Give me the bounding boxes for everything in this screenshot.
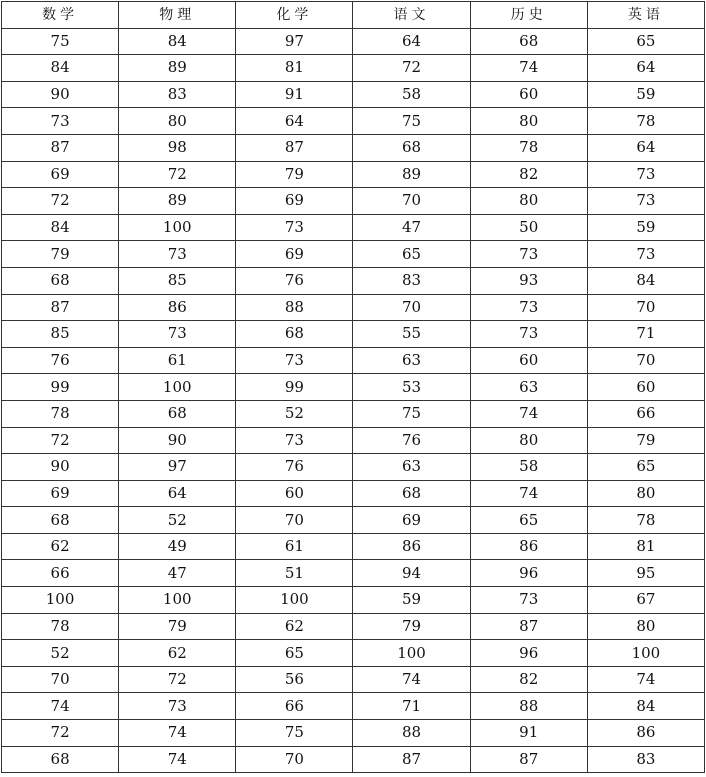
table-row <box>2 108 705 135</box>
table-cell: 68 <box>2 746 119 773</box>
table-cell: 97 <box>236 28 353 55</box>
table-cell: 84 <box>119 28 236 55</box>
table-cell: 98 <box>119 134 236 161</box>
table-row <box>2 640 705 667</box>
table-cell: 49 <box>119 533 236 560</box>
table-cell: 85 <box>119 267 236 294</box>
table-cell: 65 <box>353 241 470 268</box>
table-header <box>2 2 705 29</box>
table-cell: 63 <box>353 454 470 481</box>
table-cell: 76 <box>2 347 119 374</box>
table-cell: 69 <box>2 480 119 507</box>
table-cell: 83 <box>587 746 704 773</box>
table-cell: 73 <box>119 241 236 268</box>
table-cell: 70 <box>587 294 704 321</box>
table-cell: 74 <box>2 693 119 720</box>
table-cell: 95 <box>587 560 704 587</box>
table-cell: 52 <box>2 640 119 667</box>
table-cell: 78 <box>2 613 119 640</box>
table-cell: 82 <box>470 161 587 188</box>
table-cell: 55 <box>353 321 470 348</box>
table-cell: 69 <box>2 161 119 188</box>
table-cell: 59 <box>587 214 704 241</box>
table-cell: 64 <box>236 108 353 135</box>
table-row <box>2 693 705 720</box>
table-row <box>2 28 705 55</box>
table-cell: 65 <box>236 640 353 667</box>
table-cell: 86 <box>119 294 236 321</box>
table-cell: 58 <box>470 454 587 481</box>
table-cell: 93 <box>470 267 587 294</box>
table-cell: 68 <box>236 321 353 348</box>
table-cell: 64 <box>587 55 704 82</box>
table-body <box>2 28 705 773</box>
table-cell: 87 <box>2 134 119 161</box>
table-cell: 84 <box>2 55 119 82</box>
table-cell: 87 <box>353 746 470 773</box>
table-row <box>2 533 705 560</box>
table-cell: 63 <box>353 347 470 374</box>
table-cell: 68 <box>353 480 470 507</box>
table-cell: 52 <box>119 507 236 534</box>
table-cell: 73 <box>470 241 587 268</box>
table-row <box>2 666 705 693</box>
table-cell: 79 <box>236 161 353 188</box>
table-cell: 72 <box>119 666 236 693</box>
table-cell: 99 <box>2 374 119 401</box>
table-cell: 72 <box>2 720 119 747</box>
table-cell: 80 <box>470 188 587 215</box>
table-cell: 100 <box>119 374 236 401</box>
table-cell: 69 <box>236 188 353 215</box>
table-cell: 66 <box>2 560 119 587</box>
table-cell: 64 <box>353 28 470 55</box>
table-cell: 83 <box>353 267 470 294</box>
table-row <box>2 241 705 268</box>
table-cell: 60 <box>470 347 587 374</box>
table-cell: 70 <box>587 347 704 374</box>
table-cell: 89 <box>353 161 470 188</box>
table-cell: 74 <box>353 666 470 693</box>
table-row <box>2 480 705 507</box>
table-row <box>2 400 705 427</box>
table-cell: 87 <box>470 746 587 773</box>
table-cell: 85 <box>2 321 119 348</box>
table-cell: 72 <box>353 55 470 82</box>
table-cell: 96 <box>470 640 587 667</box>
table-cell: 90 <box>2 81 119 108</box>
table-cell: 80 <box>119 108 236 135</box>
table-cell: 74 <box>587 666 704 693</box>
table-cell: 73 <box>236 347 353 374</box>
table-row <box>2 214 705 241</box>
table-row <box>2 507 705 534</box>
table-cell: 69 <box>353 507 470 534</box>
table-cell: 82 <box>470 666 587 693</box>
table-row <box>2 321 705 348</box>
table-cell: 73 <box>119 321 236 348</box>
table-cell: 86 <box>587 720 704 747</box>
table-row <box>2 188 705 215</box>
table-cell: 74 <box>470 55 587 82</box>
table-cell: 96 <box>470 560 587 587</box>
table-cell: 86 <box>353 533 470 560</box>
table-cell: 72 <box>2 427 119 454</box>
table-cell: 80 <box>587 613 704 640</box>
table-row <box>2 267 705 294</box>
table-row <box>2 746 705 773</box>
table-cell: 59 <box>353 587 470 614</box>
table-cell: 70 <box>236 746 353 773</box>
table-cell: 56 <box>236 666 353 693</box>
table-cell: 74 <box>470 480 587 507</box>
table-cell: 91 <box>470 720 587 747</box>
table-cell: 66 <box>236 693 353 720</box>
table-cell: 73 <box>587 241 704 268</box>
table-cell: 100 <box>119 214 236 241</box>
table-cell: 60 <box>587 374 704 401</box>
table-cell: 89 <box>119 55 236 82</box>
column-header: 数学 <box>2 2 119 29</box>
table-cell: 67 <box>587 587 704 614</box>
table-cell: 79 <box>587 427 704 454</box>
table-cell: 87 <box>470 613 587 640</box>
table-cell: 100 <box>119 587 236 614</box>
table-cell: 52 <box>236 400 353 427</box>
table-cell: 73 <box>236 214 353 241</box>
table-cell: 100 <box>236 587 353 614</box>
table-cell: 62 <box>119 640 236 667</box>
table-cell: 68 <box>2 507 119 534</box>
table-row <box>2 81 705 108</box>
table-row <box>2 55 705 82</box>
column-header: 语文 <box>353 2 470 29</box>
table-cell: 81 <box>587 533 704 560</box>
table-cell: 62 <box>2 533 119 560</box>
table-row <box>2 374 705 401</box>
table-cell: 78 <box>2 400 119 427</box>
table-cell: 65 <box>587 28 704 55</box>
column-header: 物理 <box>119 2 236 29</box>
table-cell: 66 <box>587 400 704 427</box>
table-cell: 58 <box>353 81 470 108</box>
table-cell: 76 <box>236 454 353 481</box>
table-cell: 94 <box>353 560 470 587</box>
table-cell: 78 <box>470 134 587 161</box>
table-cell: 73 <box>470 294 587 321</box>
table-cell: 68 <box>353 134 470 161</box>
table-cell: 74 <box>119 720 236 747</box>
table-cell: 76 <box>353 427 470 454</box>
table-row <box>2 720 705 747</box>
table-cell: 72 <box>2 188 119 215</box>
table-cell: 75 <box>2 28 119 55</box>
table-cell: 64 <box>587 134 704 161</box>
table-cell: 74 <box>119 746 236 773</box>
table-cell: 100 <box>353 640 470 667</box>
table-cell: 68 <box>2 267 119 294</box>
table-cell: 62 <box>236 613 353 640</box>
column-header: 英语 <box>587 2 704 29</box>
table-cell: 65 <box>587 454 704 481</box>
table-cell: 75 <box>353 108 470 135</box>
table-cell: 73 <box>587 161 704 188</box>
table-cell: 71 <box>353 693 470 720</box>
table-cell: 74 <box>470 400 587 427</box>
table-cell: 61 <box>236 533 353 560</box>
table-row <box>2 613 705 640</box>
table-cell: 73 <box>119 693 236 720</box>
table-cell: 68 <box>119 400 236 427</box>
table-cell: 78 <box>587 507 704 534</box>
table-cell: 78 <box>587 108 704 135</box>
table-cell: 70 <box>353 188 470 215</box>
table-cell: 84 <box>587 267 704 294</box>
table-cell: 73 <box>470 587 587 614</box>
table-cell: 84 <box>587 693 704 720</box>
table-cell: 88 <box>353 720 470 747</box>
table-cell: 71 <box>587 321 704 348</box>
table-cell: 47 <box>119 560 236 587</box>
table-cell: 70 <box>236 507 353 534</box>
table-cell: 90 <box>2 454 119 481</box>
header-row <box>2 2 705 29</box>
table-cell: 73 <box>236 427 353 454</box>
column-header: 历史 <box>470 2 587 29</box>
table-cell: 79 <box>353 613 470 640</box>
column-header: 化学 <box>236 2 353 29</box>
table-row <box>2 454 705 481</box>
table-row <box>2 347 705 374</box>
table-row <box>2 587 705 614</box>
table-row <box>2 560 705 587</box>
table-cell: 64 <box>119 480 236 507</box>
table-cell: 70 <box>353 294 470 321</box>
table-cell: 79 <box>2 241 119 268</box>
table-cell: 100 <box>587 640 704 667</box>
table-cell: 80 <box>470 108 587 135</box>
table-cell: 100 <box>2 587 119 614</box>
table-cell: 63 <box>470 374 587 401</box>
table-cell: 47 <box>353 214 470 241</box>
table-cell: 60 <box>236 480 353 507</box>
table-cell: 89 <box>119 188 236 215</box>
table-cell: 50 <box>470 214 587 241</box>
table-cell: 80 <box>470 427 587 454</box>
table-cell: 87 <box>2 294 119 321</box>
table-cell: 73 <box>470 321 587 348</box>
score-table <box>1 1 705 773</box>
table-row <box>2 294 705 321</box>
table-cell: 53 <box>353 374 470 401</box>
table-cell: 60 <box>470 81 587 108</box>
table-cell: 99 <box>236 374 353 401</box>
table-cell: 90 <box>119 427 236 454</box>
table-cell: 61 <box>119 347 236 374</box>
table-cell: 51 <box>236 560 353 587</box>
table-cell: 81 <box>236 55 353 82</box>
table-cell: 88 <box>236 294 353 321</box>
table-cell: 79 <box>119 613 236 640</box>
table-row <box>2 427 705 454</box>
table-cell: 75 <box>353 400 470 427</box>
table-row <box>2 134 705 161</box>
table-cell: 72 <box>119 161 236 188</box>
table-cell: 73 <box>587 188 704 215</box>
table-cell: 68 <box>470 28 587 55</box>
table-cell: 86 <box>470 533 587 560</box>
table-cell: 76 <box>236 267 353 294</box>
table-cell: 75 <box>236 720 353 747</box>
table-cell: 83 <box>119 81 236 108</box>
table-cell: 80 <box>587 480 704 507</box>
table-row <box>2 161 705 188</box>
table-cell: 91 <box>236 81 353 108</box>
table-cell: 87 <box>236 134 353 161</box>
table-cell: 88 <box>470 693 587 720</box>
table-cell: 59 <box>587 81 704 108</box>
table-cell: 70 <box>2 666 119 693</box>
table-cell: 97 <box>119 454 236 481</box>
table-cell: 73 <box>2 108 119 135</box>
table-cell: 69 <box>236 241 353 268</box>
table-cell: 65 <box>470 507 587 534</box>
table-cell: 84 <box>2 214 119 241</box>
